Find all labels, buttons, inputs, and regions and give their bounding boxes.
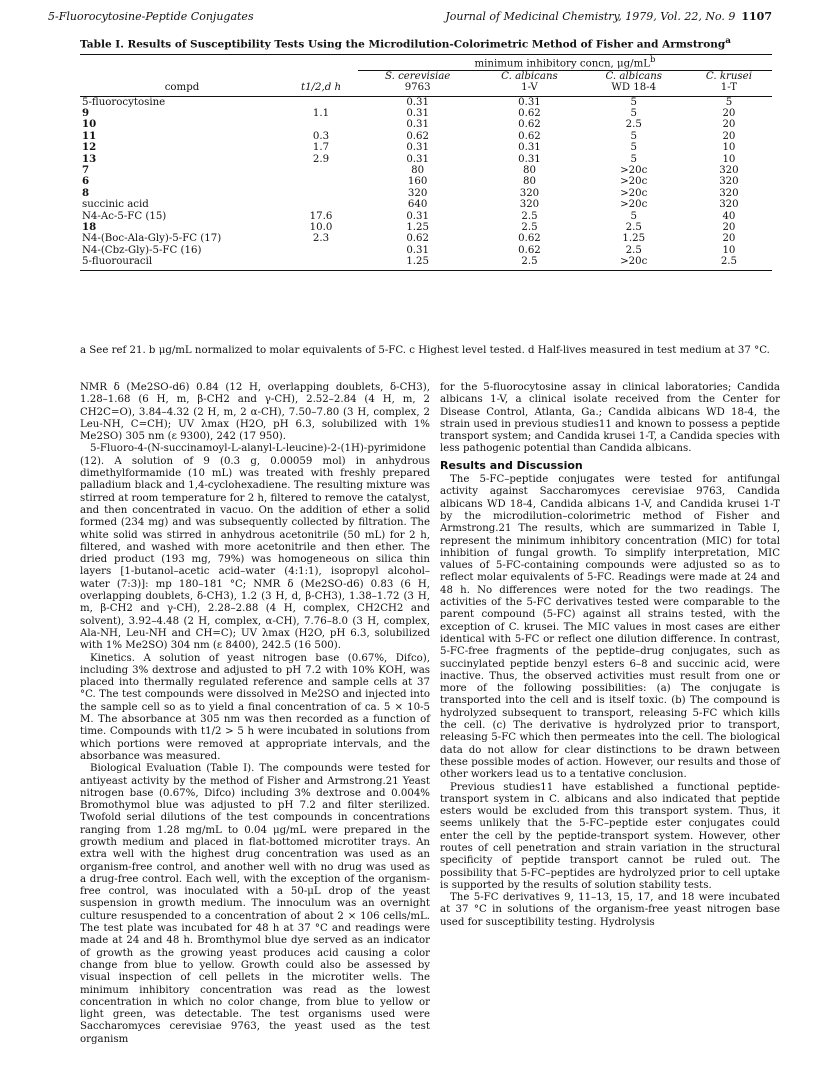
cell-mic: 5: [630, 130, 637, 142]
group-header-text: minimum inhibitory concn, μg/mL: [474, 58, 651, 70]
table-row: [80, 154, 772, 165]
cell-compd: 6: [82, 175, 90, 188]
table-row: [80, 142, 772, 153]
cell-mic: 80: [522, 176, 536, 188]
cell-halflife: 1.1: [312, 108, 330, 120]
th-blank-compd: [80, 55, 284, 71]
cell-halflife: 10.0: [309, 222, 333, 234]
cell-mic: 0.31: [518, 142, 541, 154]
left-column: [80, 382, 430, 1046]
table-row: [80, 119, 772, 130]
cell-mic: 5: [630, 210, 637, 222]
cell-mic: 0.31: [518, 96, 541, 108]
cell-mic: 1.25: [358, 256, 477, 270]
table-row: [80, 176, 772, 187]
th-strain-name: C. krusei: [705, 70, 752, 82]
cell-mic: 5: [630, 142, 637, 154]
cell-mic: 10: [722, 153, 736, 165]
cell-compd: succinic acid: [82, 199, 149, 211]
paragraph: Previous studies11 have established a functional peptide-transport system in C. albicans and also indicated that peptide esters would be excluded from this transport system. Thus, it seems unlikely that the 5-FC–peptide ester conjugates could enter the cell by the peptide-transport system. However, other routes of cell penetration and strain variation in the structural specificity of peptide transport cannot be ruled out. The possibility that 5-FC–peptides are hydrolyzed prior to cell uptake is supported by the results of solution stability tests.: [440, 781, 780, 891]
cell-mic: 40: [722, 210, 736, 222]
table-row: [80, 211, 772, 222]
table-caption-text: Table I. Results of Susceptibility Tests Using the Microdilution-Colorimetric Method of Fisher and Armstrong: [80, 38, 726, 51]
cell-mic: 0.62: [518, 244, 541, 256]
cell-mic: 640: [407, 199, 428, 211]
cell-compd: 5-fluorouracil: [80, 256, 284, 270]
cell-mic: 80: [411, 165, 425, 177]
cell-mic: 0.31: [406, 153, 429, 165]
table-row: [80, 256, 772, 270]
cell-mic: 2.5: [521, 210, 538, 222]
running-header: [48, 10, 772, 28]
cell-halflife: [284, 96, 358, 108]
table-body: [80, 96, 772, 270]
cell-halflife: 1.7: [312, 142, 330, 154]
section-heading: Results and Discussion: [440, 458, 583, 472]
th-strain-name: C. albicans: [501, 70, 558, 82]
cell-halflife: [284, 256, 358, 270]
cell-mic: 2.5: [625, 222, 642, 234]
table-caption: [80, 36, 780, 51]
cell-compd: 10: [82, 118, 97, 131]
cell-compd: N4-(Cbz-Gly)-5-FC (16): [82, 244, 202, 256]
th-blank-t: [284, 55, 358, 71]
cell-mic: 1.25: [406, 222, 429, 234]
paragraph: The 5-FC–peptide conjugates were tested for antifungal activity against Saccharomyces cerevisiae 9763, Candida albicans WD 18-4, Candida albicans 1-V, and Candida krusei 1-T by the microdilution–colorimetric method of Fisher and Armstrong.21 The results, which are summarized in Table I, represent the minimum inhibitory concentration (MIC) for total inhibition of fungal growth. To simplify interpretation, MIC values of 5-FC-containing compounds were adjusted so as to reflect molar equivalents of 5-FC. Readings were made at 24 and 48 h. No differences were noted for the two readings. The activities of the 5-FC derivatives tested were comparable to the parent compound (5-FC) against all strains tested, with the exception of C. krusei. The MIC values in most cases are either identical with 5-FC or reflect one dilution difference. In contrast, 5-FC-free fragments of the peptide–drug conjugates, such as succinylated peptide benzyl esters 6–8 and succinic acid, were inactive. Thus, the observed activities must result from one or more of the following possibilities: (a) The conjugate is transported into the cell and is itself toxic. (b) The compound is hydrolyzed subsequent to transport, releasing 5-FC which kills the cell. (c) The derivative is hydrolyzed prior to transport, releasing 5-FC which then permeates into the cell. The biological data do not allow for clear distinctions to be drawn between these possible modes of action. However, our results and those of other workers lead us to a tentative conclusion.: [440, 474, 780, 781]
th-group: [358, 55, 772, 71]
th-compd: compd: [80, 82, 284, 96]
cell-mic: 0.62: [518, 119, 541, 131]
table-row: [80, 165, 772, 176]
cell-mic: 5: [630, 108, 637, 120]
cell-mic: >20c: [620, 187, 648, 199]
journal-citation: [445, 10, 772, 23]
cell-compd: N4-(Boc-Ala-Gly)-5-FC (17): [82, 233, 222, 245]
cell-halflife: [284, 165, 358, 176]
group-note-b: b: [650, 55, 656, 65]
cell-mic: 0.31: [406, 210, 429, 222]
cell-mic: 320: [407, 187, 428, 199]
cell-mic: 0.62: [518, 233, 541, 245]
table-row: [80, 222, 772, 233]
table-row: [80, 245, 772, 256]
cell-halflife: 2.9: [312, 153, 330, 165]
journal-name: Journal of Medicinal Chemistry, 1979, Vol. 22, No. 9: [445, 10, 736, 23]
cell-compd: 9: [82, 107, 90, 120]
cell-halflife: [284, 119, 358, 130]
susceptibility-table: [80, 54, 772, 271]
cell-halflife: [284, 176, 358, 187]
right-column: [440, 382, 780, 929]
running-title: 5-Fluorocytosine-Peptide Conjugates: [48, 10, 254, 23]
paragraph: NMR δ (Me2SO-d6) 0.84 (12 H, overlapping doublets, δ-CH3), 1.28–1.68 (6 H, m, β-CH2 and γ-CH), 2.52–2.84 (4 H, m, 2 CH2C=O), 3.84–4.32 (2 H, m, 2 α-CH), 7.50–7.80 (3 H, complex, 2 Leu-NH, C=CH); UV λmax (H2O, pH 6.3, solubilized with 1% Me2SO) 305 nm (ε 9300), 242 (17 950).: [80, 382, 430, 443]
cell-compd: 13: [82, 152, 97, 165]
cell-mic: 0.31: [406, 96, 429, 108]
paragraph: The 5-FC derivatives 9, 11–13, 15, 17, and 18 were incubated at 37 °C in solutions of the organism-free yeast nitrogen base used for susceptibility testing. Hydrolysis: [440, 892, 780, 928]
cell-mic: 20: [722, 108, 736, 120]
cell-mic: 0.31: [406, 142, 429, 154]
cell-mic: 0.62: [518, 130, 541, 142]
cell-halflife: 2.3: [312, 233, 330, 245]
paragraph: Biological Evaluation (Table I). The compounds were tested for antiyeast activity by the method of Fisher and Armstrong.21 Yeast nitrogen base (0.67%, Difco) including 3% dextrose and 0.004% Bromothymol blue was adjusted to pH 7.2 and filter sterilized. Twofold serial dilutions of the test compounds in concentrations ranging from 1.28 mg/mL to 0.04 μg/mL were prepared in the growth medium and placed in flat-bottomed microtiter trays. An extra well with the highest drug concentration was used as an organism-free control, and another well with no drug was used as a drug-free control. Each well, with the exception of the organism-free control, was inoculated with a 50-μL drop of the yeast suspension in growth medium. The innoculum was an overnight culture resuspended to a concentration of about 2 × 106 cells/mL. The test plate was incubated for 48 h at 37 °C and readings were made at 24 and 48 h. Bromthymol blue dye served as an indicator of growth as the growing yeast produces acid causing a color change from blue to yellow. Growth could also be assessed by visual inspection of cell pellets in the microtiter wells. The minimum inhibitory concentration was read as the lowest concentration in which no color change, from blue to yellow or light green, was detectable. The test organisms used were Saccharomyces cerevisiae 9763, the yeast used as the test organism: [80, 763, 430, 1045]
page-number: 1107: [741, 10, 772, 23]
table-row: [80, 233, 772, 244]
cell-compd: N4-Ac-5-FC (15): [82, 210, 167, 222]
cell-mic: 0.31: [406, 119, 429, 131]
cell-compd: 18: [82, 221, 97, 234]
cell-mic: >20c: [582, 256, 686, 270]
cell-mic: 320: [519, 187, 540, 199]
cell-compd: 12: [82, 141, 97, 154]
th-strain-name: C. albicans: [605, 70, 663, 82]
cell-mic: 5: [630, 153, 637, 165]
cell-mic: 320: [719, 176, 739, 188]
cell-compd: 7: [82, 164, 90, 177]
th-strain-code: WD 18-4: [582, 82, 686, 96]
cell-mic: 20: [722, 233, 736, 245]
cell-mic: 2.5: [686, 256, 772, 270]
cell-mic: >20c: [620, 199, 648, 211]
paragraph: 5-Fluoro-4-(N-succinamoyl-L-alanyl-L-leucine)-2-(1H)-pyrimidone (12). A solution of 9 (0.3 g, 0.00059 mol) in anhydrous dimethylformamide (10 mL) was treated with freshly prepared palladium black and 1,4-cyclohexadiene. The resulting mixture was stirred at room temperature for 2 h, filtered to remove the catalyst, and then concentrated in vacuo. On the addition of ether a solid formed (234 mg) and was subsequently collected by filtration. The white solid was stirred in anhydrous acetonitrile (50 mL) for 2 h, filtered, and washed with more acetonitrile and then ether. The dried product (193 mg, 79%) was homogeneous on silica thin layers [1-butanol–acetic acid–water (4:1:1), isopropyl alcohol–water (7:3)]: mp 180–181 °C; NMR δ (Me2SO-d6) 0.83 (6 H, overlapping doublets, δ-CH3), 1.2 (3 H, d, β-CH3), 1.38–1.72 (3 H, m, β-CH2 and γ-CH), 2.28–2.88 (4 H, complex, CH2CH2 and solvent), 3.92–4.48 (2 H, complex, α-CH), 7.76–8.0 (3 H, complex, Ala-NH, Leu-NH and CH=C); UV λmax (H2O, pH 6.3, solubilized with 1% Me2SO) 304 nm (ε 8400), 242.5 (16 500).: [80, 443, 430, 652]
cell-mic: 2.5: [477, 256, 581, 270]
cell-compd: 11: [82, 129, 97, 142]
cell-halflife: 17.6: [309, 210, 333, 222]
cell-mic: >20c: [620, 176, 648, 188]
cell-mic: 20: [722, 130, 736, 142]
table-row: [80, 199, 772, 210]
table-row: [80, 108, 772, 119]
cell-mic: 0.31: [406, 244, 429, 256]
cell-mic: 320: [719, 199, 739, 211]
cell-compd: 8: [82, 186, 90, 199]
th-empty-2: [284, 70, 358, 82]
table-row: [80, 96, 772, 108]
cell-mic: 5: [630, 96, 637, 108]
cell-mic: 0.31: [518, 153, 541, 165]
cell-mic: 80: [522, 165, 536, 177]
cell-mic: >20c: [620, 165, 648, 177]
th-empty-1: [80, 70, 284, 82]
paragraph: for the 5-fluorocytosine assay in clinical laboratories; Candida albicans 1-V, a clinical isolate received from the Center for Disease Control, Atlanta, Ga.; Candida albicans WD 18-4, the strain used in previous studies11 and known to possess a peptide transport system; and Candida krusei 1-T, a Candida species with less pathogenic potential than Candida albicans.: [440, 382, 780, 455]
cell-mic: 1.25: [622, 233, 646, 245]
cell-mic: 2.5: [625, 244, 642, 256]
caption-note-a: a: [725, 36, 731, 46]
th-strain-code: 1-V: [477, 82, 581, 96]
cell-halflife: [284, 199, 358, 210]
table-footnote: a See ref 21. b μg/mL normalized to molar equivalents of 5-FC. c Highest level tested. d Half-lives measured in test medium at 37 °C.: [80, 345, 770, 356]
cell-compd: 5-fluorocytosine: [82, 96, 166, 108]
paragraph: Kinetics. A solution of yeast nitrogen base (0.67%, Difco), including 3% dextrose and adjusted to pH 7.2 with 10% KOH, was placed into thermally regulated reference and sample cells at 37 °C. The test compounds were dissolved in Me2SO and injected into the sample cell so as to yield a final concentration of ca. 5 × 10-5 M. The absorbance at 305 nm was then recorded as a function of time. Compounds with t1/2 > 5 h were incubated in solutions from which portions were removed at appropriate intervals, and the absorbance was measured.: [80, 652, 430, 762]
cell-mic: 10: [722, 244, 736, 256]
cell-mic: 20: [722, 119, 736, 131]
cell-halflife: 0.3: [312, 130, 330, 142]
cell-mic: 2.5: [625, 119, 642, 131]
cell-mic: 10: [722, 142, 736, 154]
cell-halflife: [284, 245, 358, 256]
cell-mic: 0.31: [406, 108, 429, 120]
cell-mic: 0.62: [518, 108, 541, 120]
th-strain-code: 1-T: [686, 82, 772, 96]
table-row: [80, 131, 772, 142]
cell-mic: 320: [719, 187, 739, 199]
cell-mic: 160: [407, 176, 428, 188]
cell-mic: 20: [722, 222, 736, 234]
th-strain-name: S. cerevisiae: [384, 70, 451, 82]
cell-mic: 320: [519, 199, 540, 211]
cell-mic: 5: [725, 96, 733, 108]
table-row: [80, 188, 772, 199]
cell-halflife: [284, 188, 358, 199]
cell-mic: 2.5: [521, 222, 538, 234]
cell-mic: 320: [719, 165, 739, 177]
th-halflife: t1/2,d h: [284, 82, 358, 96]
cell-mic: 0.62: [406, 233, 429, 245]
cell-mic: 0.62: [406, 130, 429, 142]
th-strain-code: 9763: [358, 82, 477, 96]
